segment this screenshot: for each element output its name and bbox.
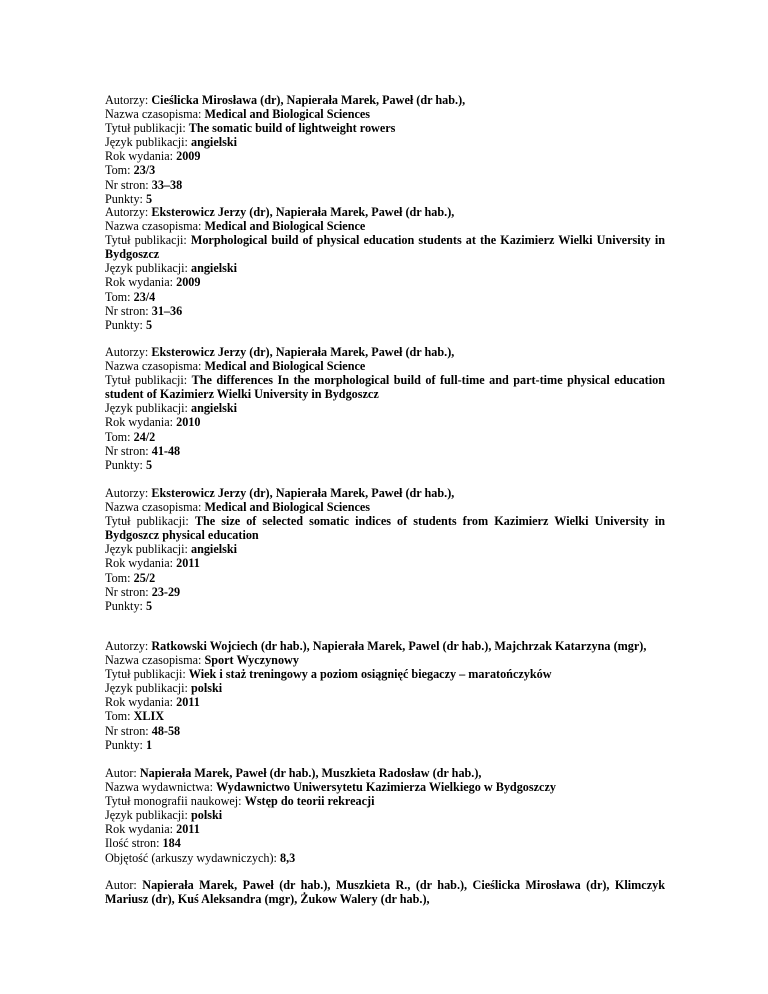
- monograph-entry: [105, 878, 665, 906]
- journal-line: Nazwa czasopisma: Medical and Biological Sciences: [105, 500, 371, 515]
- points-line: Punkty: 1: [105, 737, 153, 752]
- monograph-entry: [105, 766, 665, 865]
- language-line: Język publikacji: angielski: [105, 401, 238, 416]
- points-line: Punkty: 5: [105, 598, 153, 613]
- language-line: Język publikacji: angielski: [105, 542, 238, 557]
- journal-line: Nazwa czasopisma: Sport Wyczynowy: [105, 653, 299, 668]
- publication-entry: [105, 345, 665, 472]
- title-line: Tytuł publikacji: Wiek i staż treningowy a poziom osiągnięć biegaczy – maratończyków: [105, 667, 552, 682]
- language-line: Język publikacji: polski: [105, 681, 223, 696]
- authors-line: Autorzy: Cieślicka Mirosława (dr), Napierała Marek, Paweł (dr hab.),: [105, 93, 466, 107]
- year-line: Rok wydania: 2011: [105, 822, 200, 837]
- volume-line: Tom: 24/2: [105, 429, 156, 444]
- authors-line: Autorzy: Eksterowicz Jerzy (dr), Napierała Marek, Paweł (dr hab.),: [105, 345, 455, 359]
- publication-entry: [105, 486, 665, 613]
- pages-line: Nr stron: 31–36: [105, 303, 183, 318]
- title-line: Tytuł publikacji: The size of selected somatic indices of students from Kazimierz Wielki University in Bydgoszcz physical education: [105, 514, 665, 543]
- language-line: Język publikacji: angielski: [105, 135, 238, 150]
- year-line: Rok wydania: 2009: [105, 275, 201, 290]
- volume-line: Tom: XLIX: [105, 709, 165, 724]
- publication-entry: [105, 639, 665, 752]
- pages-line: Nr stron: 41-48: [105, 443, 181, 458]
- volume-line: Tom: 25/2: [105, 570, 156, 585]
- language-line: Język publikacji: polski: [105, 808, 223, 823]
- volume-line: Tom: 23/3: [105, 163, 156, 178]
- authors-line: Autor: Napierała Marek, Paweł (dr hab.), Muszkieta Radosław (dr hab.),: [105, 766, 482, 780]
- title-line: Tytuł publikacji: Morphological build of physical education students at the Kazimierz Wielki University in Bydgoszcz: [105, 233, 666, 262]
- page-count-line: Ilość stron: 184: [105, 836, 181, 851]
- pages-line: Nr stron: 23-29: [105, 584, 181, 599]
- points-line: Punkty: 5: [105, 457, 153, 472]
- authors-line: Autorzy: Eksterowicz Jerzy (dr), Napierała Marek, Paweł (dr hab.),: [105, 205, 455, 219]
- year-line: Rok wydania: 2011: [105, 556, 200, 571]
- volume-line: Tom: 23/4: [105, 289, 156, 304]
- title-line: Tytuł publikacji: The differences In the morphological build of full-time and part-time physical education student of Kazimierz Wielki University in Bydgoszcz: [105, 373, 665, 402]
- title-line: Tytuł publikacji: The somatic build of lightweight rowers: [105, 121, 396, 136]
- points-line: Punkty: 5: [105, 317, 153, 332]
- year-line: Rok wydania: 2009: [105, 149, 201, 164]
- publication-entry: [105, 205, 665, 332]
- points-line: Punkty: 5: [105, 191, 153, 206]
- language-line: Język publikacji: angielski: [105, 261, 238, 276]
- title-line: Tytuł monografii naukowej: Wstęp do teorii rekreacji: [105, 794, 375, 809]
- authors-line: Autor: Napierała Marek, Paweł (dr hab.), Muszkieta R., (dr hab.), Cieślicka Mirosława (dr), Klimczyk Mariusz (dr), Kuś Aleksandra (mgr), Żukow Walery (dr hab.),: [105, 878, 665, 907]
- journal-line: Nazwa czasopisma: Medical and Biological Sciences: [105, 107, 371, 122]
- journal-line: Nazwa czasopisma: Medical and Biological Science: [105, 219, 366, 234]
- year-line: Rok wydania: 2010: [105, 415, 201, 430]
- pages-line: Nr stron: 48-58: [105, 723, 181, 738]
- authors-line: Autorzy: Eksterowicz Jerzy (dr), Napierała Marek, Paweł (dr hab.),: [105, 486, 455, 500]
- sheets-line: Objętość (arkuszy wydawniczych): 8,3: [105, 850, 296, 865]
- publisher-line: Nazwa wydawnictwa: Wydawnictwo Uniwersytetu Kazimierza Wielkiego w Bydgoszczy: [105, 780, 556, 795]
- publication-entry: [105, 93, 665, 206]
- journal-line: Nazwa czasopisma: Medical and Biological Science: [105, 359, 366, 374]
- pages-line: Nr stron: 33–38: [105, 177, 183, 192]
- authors-line: Autorzy: Ratkowski Wojciech (dr hab.), Napierała Marek, Pawel (dr hab.), Majchrzak Katarzyna (mgr),: [105, 639, 647, 653]
- year-line: Rok wydania: 2011: [105, 695, 200, 710]
